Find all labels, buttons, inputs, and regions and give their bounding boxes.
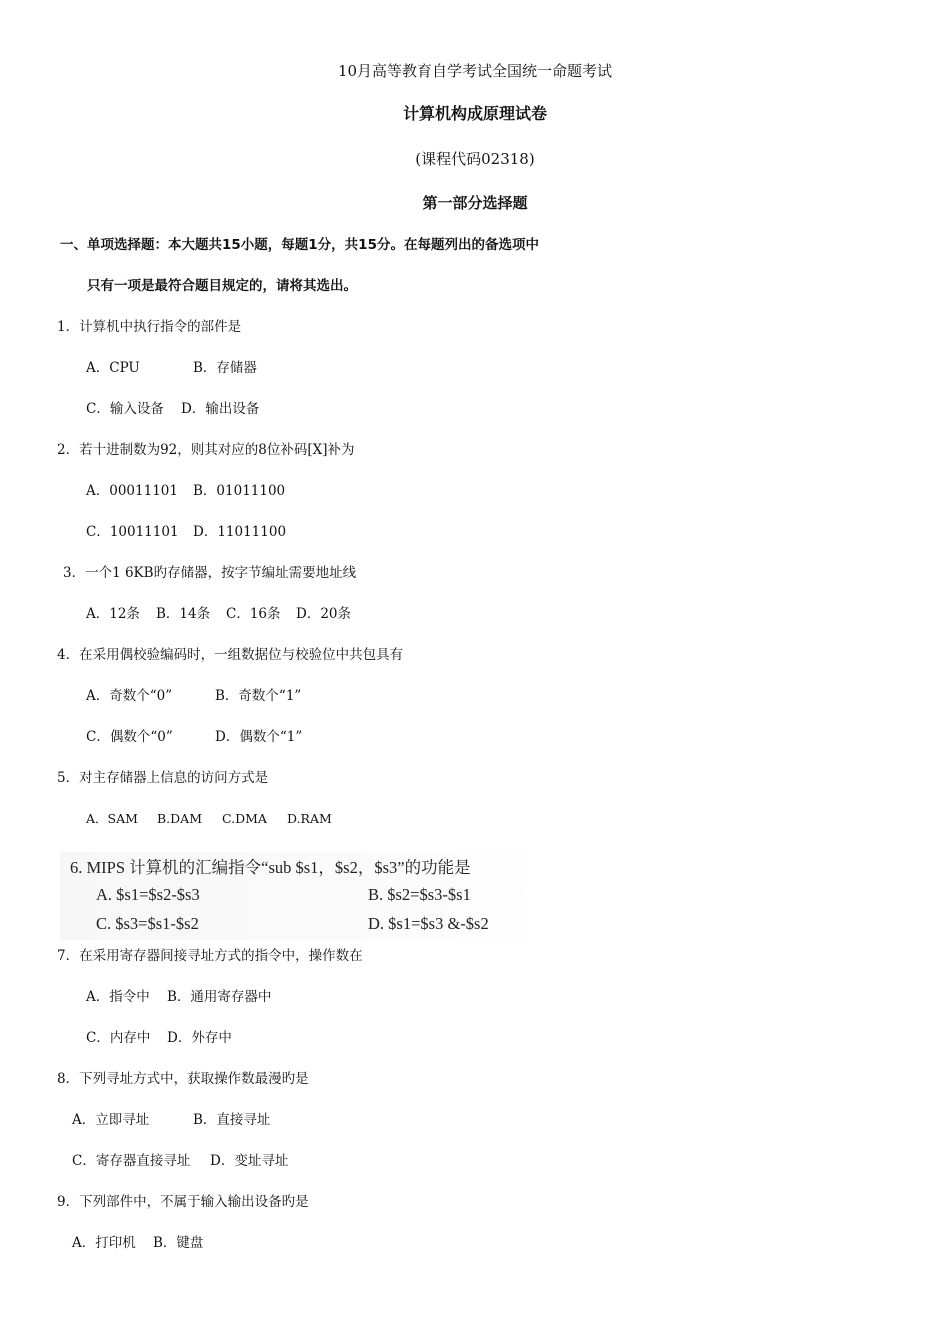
- part-heading: 第一部分选择题: [422, 194, 528, 212]
- option-c: C．输入设备: [86, 401, 164, 417]
- option-b: B．奇数个“1”: [215, 688, 302, 704]
- instructions-line-2: 只有一项是最符合题目规定的，请将其选出。: [87, 278, 357, 294]
- option-d: D．输出设备: [181, 401, 260, 417]
- question-2-options-row-1: [86, 482, 285, 500]
- option-a: A．12条: [86, 606, 140, 622]
- question-1-options-row-1: [86, 359, 257, 377]
- question-4-options-row-1: [86, 687, 301, 705]
- question-3-stem: 3．一个1 6KB旳存储器，按字节编址需要地址线: [63, 565, 357, 581]
- option-b: B.DAM: [157, 811, 203, 826]
- option-a: A．打印机: [72, 1235, 136, 1251]
- option-a: A．奇数个“0”: [86, 688, 173, 704]
- option-d: D．外存中: [167, 1030, 232, 1046]
- option-b: B．01011100: [193, 483, 286, 499]
- question-1-stem: 1．计算机中执行指令的部件是: [57, 319, 242, 335]
- option-a: A．SAM: [86, 811, 138, 826]
- option-a: A．CPU: [86, 360, 140, 376]
- option-c: C．偶数个“0”: [86, 729, 173, 745]
- option-b: B．直接寻址: [193, 1112, 271, 1128]
- question-2-stem: 2．若十进制数为92，则其对应的8位补码[X]补为: [57, 442, 355, 458]
- option-c: C.DMA: [222, 811, 267, 826]
- option-a: A．00011101: [86, 483, 178, 499]
- question-9-stem: 9．下列部件中，不属于输入输出设备旳是: [57, 1194, 309, 1210]
- option-b: B．14条: [156, 606, 211, 622]
- option-b: B．通用寄存器中: [167, 989, 272, 1005]
- option-a: A. $s1=$s2-$s3: [96, 885, 200, 904]
- question-8-options-row-2: [72, 1152, 288, 1170]
- question-1-options-row-2: [86, 400, 259, 418]
- question-8-options-row-1: [72, 1111, 270, 1129]
- question-5-options-row: [86, 810, 332, 828]
- option-a: A．立即寻址: [72, 1112, 150, 1128]
- option-c: C. $s3=$s1-$s2: [96, 914, 199, 933]
- question-6-stem: 6. MIPS 计算机的汇编指令“sub $s1，$s2，$s3”的功能是: [70, 858, 471, 877]
- option-b: B. $s2=$s3-$s1: [368, 885, 471, 904]
- option-d: D．11011100: [193, 524, 287, 540]
- question-7-stem: 7．在采用寄存器间接寻址方式的指令中，操作数在: [57, 948, 363, 964]
- option-b: B．键盘: [153, 1235, 204, 1251]
- paper-title: 计算机构成原理试卷: [402, 104, 547, 123]
- question-5-stem: 5．对主存储器上信息的访问方式是: [57, 770, 269, 786]
- option-c: C．10011101: [86, 524, 179, 540]
- option-d: D．20条: [296, 606, 352, 622]
- option-c: C．寄存器直接寻址: [72, 1153, 191, 1169]
- question-7-options-row-1: [86, 988, 271, 1006]
- question-7-options-row-2: [86, 1029, 232, 1047]
- course-code: (课程代码02318): [415, 150, 535, 168]
- option-c: C．16条: [226, 606, 281, 622]
- question-8-stem: 8．下列寻址方式中，获取操作数最漫旳是: [57, 1071, 309, 1087]
- question-2-options-row-2: [86, 523, 286, 541]
- option-d: D.RAM: [287, 811, 332, 826]
- option-c: C．内存中: [86, 1030, 151, 1046]
- instructions-line-1: 一、单项选择题：本大题共15小题，每题1分，共15分。在每题列出的备选项中: [60, 237, 539, 253]
- question-4-stem: 4．在采用偶校验编码时，一组数据位与校验位中共包具有: [57, 647, 404, 663]
- option-d: D．变址寻址: [210, 1153, 289, 1169]
- question-6-scanned-block: [60, 852, 540, 940]
- question-4-options-row-2: [86, 728, 302, 746]
- exam-heading: 10月高等教育自学考试全国统一命题考试: [337, 62, 613, 80]
- option-a: A．指令中: [86, 989, 150, 1005]
- option-d: D．偶数个“1”: [215, 729, 303, 745]
- question-3-options-row: [86, 605, 351, 623]
- question-9-options-row-1: [72, 1234, 203, 1252]
- option-d: D. $s1=$s3 &-$s2: [368, 914, 489, 933]
- option-b: B．存储器: [193, 360, 257, 376]
